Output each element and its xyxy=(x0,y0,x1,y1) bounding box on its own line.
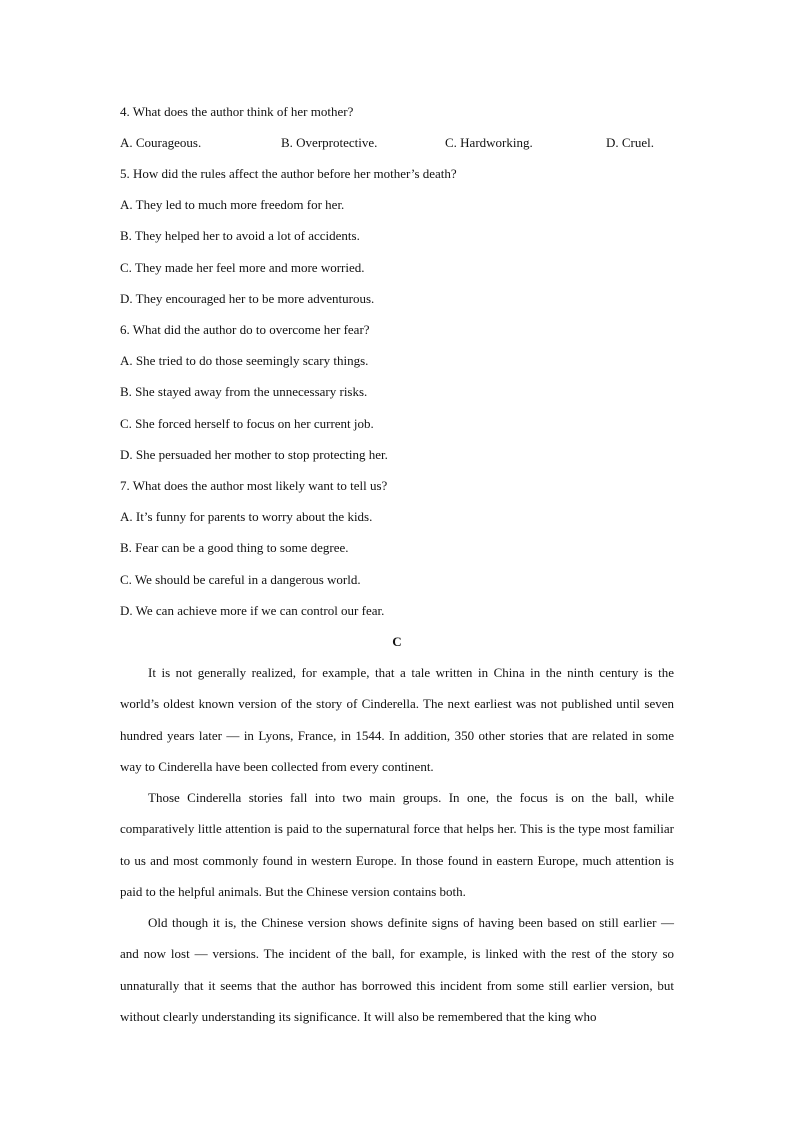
q5-option-d: D. They encouraged her to be more adventurous. xyxy=(120,291,375,306)
q4-option-d: D. Cruel. xyxy=(606,135,655,150)
q7-option-a: A. It’s funny for parents to worry about the kids. xyxy=(120,509,373,524)
section-title: C xyxy=(392,634,402,649)
question-6-stem: 6. What did the author do to overcome her fear? xyxy=(120,322,370,337)
q7-option-d: D. We can achieve more if we can control our fear. xyxy=(120,603,385,618)
question-4-stem: 4. What does the author think of her mother? xyxy=(120,104,354,119)
q5-option-c: C. They made her feel more and more worried. xyxy=(120,260,365,275)
question-7-stem: 7. What does the author most likely want to tell us? xyxy=(120,478,388,493)
q4-option-c: C. Hardworking. xyxy=(445,135,533,150)
q6-option-b: B. She stayed away from the unnecessary risks. xyxy=(120,384,368,399)
paragraph-2-text: Those Cinderella stories fall into two main groups. In one, the focus is on the ball, while comparatively little attention is paid to the supernatural force that helps her. This is the type most familiar to us and most commonly found in western Europe. In those found in eastern Europe, much attention is paid to the helpful animals. But the Chinese version contains both. xyxy=(120,790,674,899)
paragraph-1-text: It is not generally realized, for example, that a tale written in China in the ninth century is the world’s oldest known version of the story of Cinderella. The next earliest was not published until seven hundred years later — in Lyons, France, in 1544. In addition, 350 other stories that are related in some way to Cinderella have been collected from every continent. xyxy=(120,665,674,774)
passage-paragraph-1 xyxy=(120,657,674,782)
q5-option-b: B. They helped her to avoid a lot of accidents. xyxy=(120,228,360,243)
q7-option-b: B. Fear can be a good thing to some degree. xyxy=(120,540,349,555)
q6-option-c: C. She forced herself to focus on her current job. xyxy=(120,416,374,431)
q6-option-a: A. She tried to do those seemingly scary things. xyxy=(120,353,369,368)
passage-paragraph-3 xyxy=(120,907,674,1032)
passage-paragraph-2 xyxy=(120,782,674,907)
paragraph-3-text: Old though it is, the Chinese version shows definite signs of having been based on still earlier — and now lost — versions. The incident of the ball, for example, is linked with the rest of the story so unnaturally that it seems that the author has borrowed this incident from some still earlier version, but without clearly understanding its significance. It will also be remembered that the king who xyxy=(120,915,674,1024)
question-4-options xyxy=(120,135,680,151)
q4-option-b: B. Overprotective. xyxy=(281,135,378,150)
q6-option-d: D. She persuaded her mother to stop protecting her. xyxy=(120,447,388,462)
q5-option-a: A. They led to much more freedom for her. xyxy=(120,197,345,212)
question-5-stem: 5. How did the rules affect the author before her mother’s death? xyxy=(120,166,457,181)
q7-option-c: C. We should be careful in a dangerous world. xyxy=(120,572,361,587)
q4-option-a: A. Courageous. xyxy=(120,135,202,150)
